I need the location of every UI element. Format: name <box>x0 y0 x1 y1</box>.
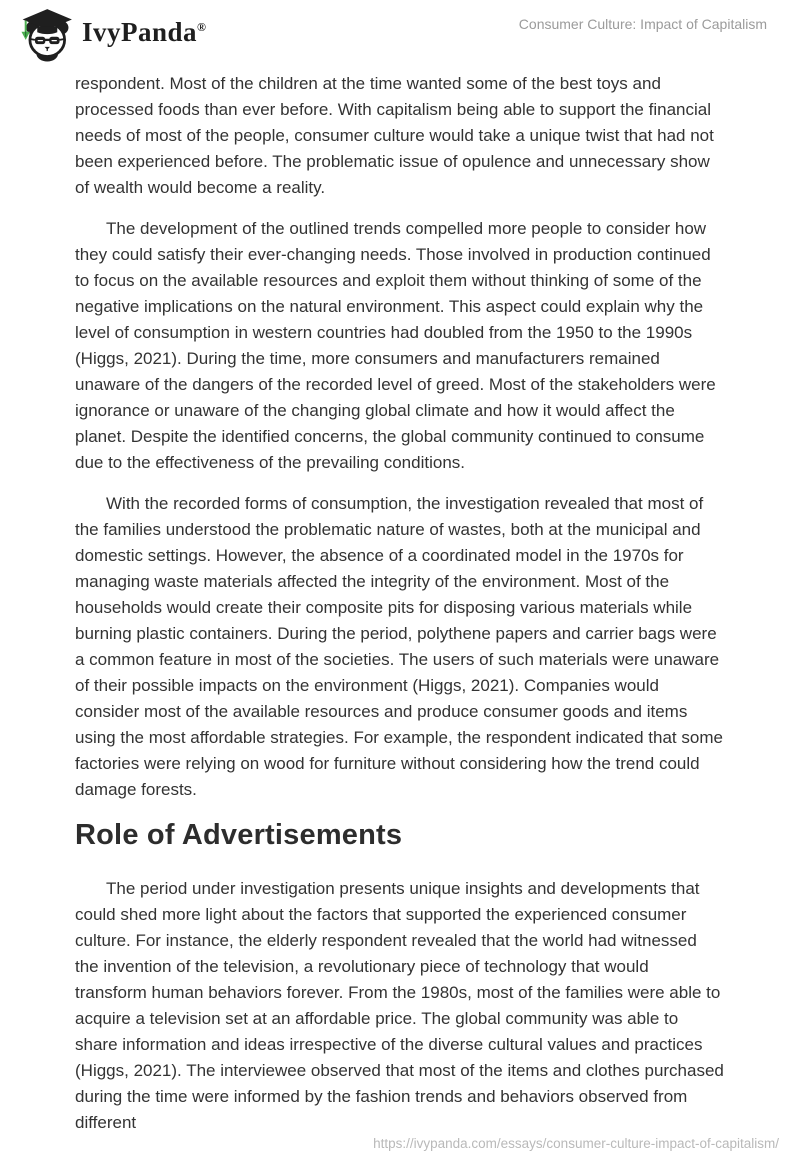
essay-content <box>75 71 725 1151</box>
registered-mark: ® <box>197 20 207 34</box>
ivypanda-panda-logo-icon <box>18 7 75 62</box>
section-heading: Role of Advertisements <box>75 819 403 851</box>
document-title: Consumer Culture: Impact of Capitalism <box>518 16 767 32</box>
ivypanda-brand[interactable] <box>18 7 207 62</box>
paragraph-continuation: respondent. Most of the children at the time wanted some of the best toys and processed foods than ever before. With capitalism being able to support the financial needs of most of the people, consumer culture would take a unique twist that had not been experienced before. The problematic issue of opulence and unnecessary show of wealth would become a reality. <box>75 74 714 197</box>
source-url-link[interactable]: https://ivypanda.com/essays/consumer-culture-impact-of-capitalism/ <box>373 1136 779 1151</box>
page-header <box>0 0 800 68</box>
brand-name-text: IvyPanda <box>82 17 198 47</box>
paragraph: With the recorded forms of consumption, the investigation revealed that most of the families understood the problematic nature of wastes, both at the municipal and domestic settings. However, the absence of a coordinated model in the 1970s for managing waste materials affected the integrity of the environment. Most of the households would create their composite pits for disposing various materials while burning plastic containers. During the period, polythene papers and carrier bags were a common feature in most of the societies. The users of such materials were unaware of their possible impacts on the environment (Higgs, 2021). Companies would consider most of the available resources and produce consumer goods and items using the most affordable strategies. For example, the respondent indicated that some factories were relying on wood for furniture without considering how the trend could damage forests. <box>75 494 723 799</box>
paragraph: The period under investigation presents unique insights and developments that could shed more light about the factors that supported the experienced consumer culture. For instance, the elderly respondent revealed that the world had witnessed the invention of the television, a revolutionary piece of technology that would transform human behaviors forever. From the 1980s, most of the families were able to acquire a television set at an affordable price. The global community was able to share information and ideas irrespective of the diverse cultural values and practices (Higgs, 2021). The interviewee observed that most of the items and clothes purchased during the time were informed by the fashion trends and behaviors observed from different <box>75 879 724 1132</box>
brand-name <box>82 19 207 50</box>
paragraph: The development of the outlined trends compelled more people to consider how they could satisfy their ever-changing needs. Those involved in production continued to focus on the available resources and exploit them without thinking of some of the negative implications on the natural environment. This aspect could explain why the level of consumption in western countries had doubled from the 1950 to the 1990s (Higgs, 2021). During the time, more consumers and manufacturers remained unaware of the dangers of the recorded level of greed. Most of the stakeholders were ignorance or unaware of the changing global climate and how it would affect the planet. Despite the identified concerns, the global community continued to consume due to the effectiveness of the prevailing conditions. <box>75 219 716 472</box>
